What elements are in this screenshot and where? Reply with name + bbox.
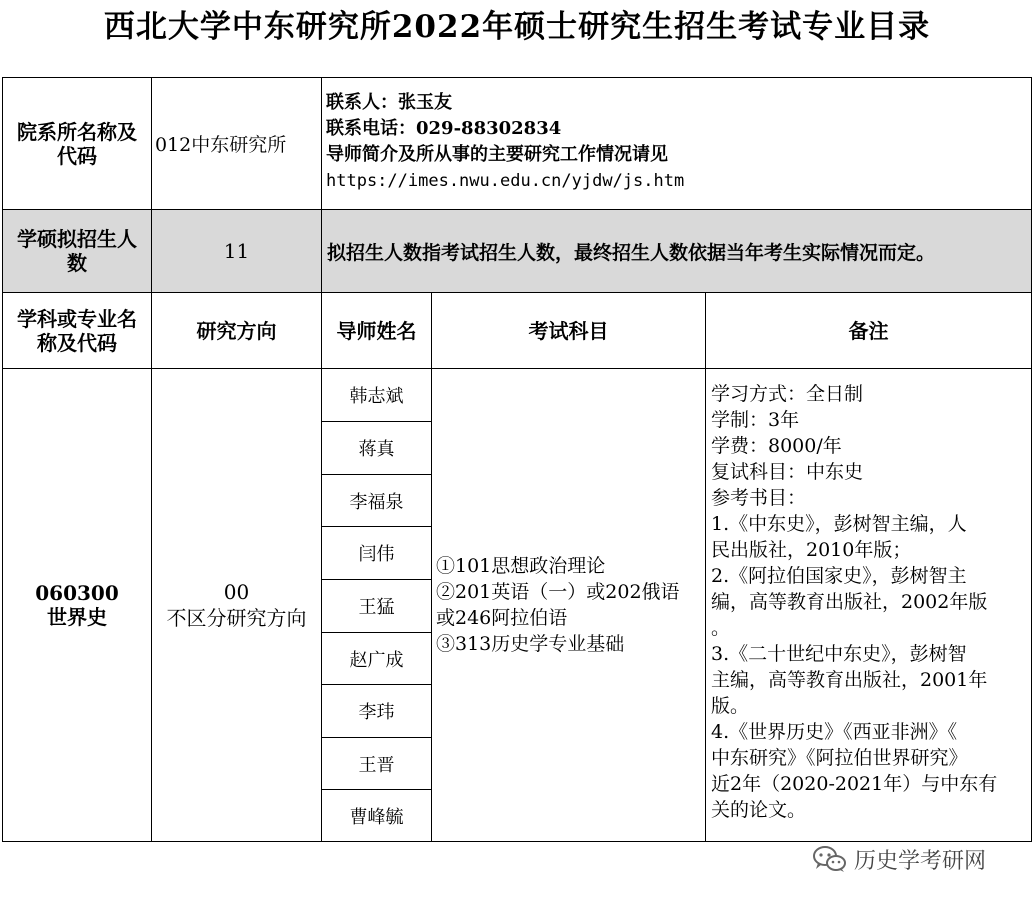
advisor-cell <box>321 684 432 738</box>
remark-line: 学制：3年 <box>711 409 800 431</box>
advisor-name: 蒋真 <box>358 439 395 460</box>
advisor-cell <box>321 526 432 580</box>
col-header-direction-label: 研究方向 <box>196 318 277 343</box>
advisor-name: 王猛 <box>358 597 395 618</box>
quota-note: 拟招生人数指考试招生人数，最终招生人数依据当年考生实际情况而定。 <box>327 241 936 264</box>
quota-note-cell <box>321 209 1032 293</box>
col-header-exam <box>431 292 706 369</box>
remark-line: 编，高等教育出版社，2002年版 <box>711 591 988 613</box>
advisor-intro-link[interactable]: https://imes.nwu.edu.cn/yjdw/js.htm <box>326 171 685 191</box>
advisor-cell <box>321 421 432 475</box>
remark-line: 1.《中东史》，彭树智主编，人 <box>711 513 967 535</box>
advisor-name: 李玮 <box>358 702 395 723</box>
major-name: 世界史 <box>47 605 107 629</box>
quota-value: 11 <box>223 239 250 263</box>
dept-value-cell <box>151 77 322 210</box>
watermark-text: 历史学考研网 <box>854 848 987 874</box>
remark-line: 民出版社，2010年版； <box>711 539 912 561</box>
exam-cell <box>431 368 706 842</box>
remark-line: 3.《二十世纪中东史》，彭树智 <box>711 643 967 665</box>
exam-line: ②201英语（一）或202俄语 <box>436 581 680 603</box>
page-title: 西北大学中东研究所2022年硕士研究生招生考试专业目录 <box>103 9 931 45</box>
major-code: 060300 <box>35 581 119 605</box>
remark-line: 学费：8000/年 <box>711 435 842 457</box>
dept-label-cell <box>2 77 152 210</box>
col-header-direction <box>151 292 322 369</box>
remark-line: 中东研究》《阿拉伯世界研究》 <box>711 747 968 769</box>
advisor-name: 韩志斌 <box>349 386 404 407</box>
col-header-exam-label: 考试科目 <box>528 318 609 343</box>
exam-line: ③313历史学专业基础 <box>436 633 625 655</box>
direction-code: 00 <box>223 580 250 604</box>
remark-line: 关的论文。 <box>711 799 807 821</box>
direction-name: 不区分研究方向 <box>166 606 307 630</box>
major-cell <box>2 368 152 842</box>
remark-line: 2.《阿拉伯国家史》，彭树智主 <box>711 565 967 587</box>
advisor-name: 曹峰毓 <box>349 806 404 828</box>
watermark <box>812 842 986 876</box>
quota-label: 学硕拟招生人数 <box>17 227 137 275</box>
remark-line: 4.《世界历史》《西亚非洲》《 <box>711 721 958 743</box>
advisor-cell <box>321 632 432 685</box>
advisor-cell <box>321 368 432 422</box>
exam-line: 或246阿拉伯语 <box>436 607 568 629</box>
remark-line: 主编，高等教育出版社，2001年 <box>711 669 988 691</box>
remark-line: 学习方式：全日制 <box>711 383 864 405</box>
quota-value-cell <box>151 209 322 293</box>
remark-line: 。 <box>711 617 731 639</box>
remarks-cell <box>705 368 1032 842</box>
exam-line: ①101思想政治理论 <box>436 555 606 577</box>
wechat-icon <box>812 844 848 874</box>
dept-value: 012中东研究所 <box>155 134 287 156</box>
remark-line: 复试科目：中东史 <box>711 461 864 483</box>
contact-cell <box>321 77 1032 210</box>
col-header-advisor-label: 导师姓名 <box>336 318 417 343</box>
col-header-major <box>2 292 152 369</box>
advisor-intro-text: 导师简介及所从事的主要研究工作情况请见 <box>326 144 668 165</box>
remark-line: 近2年（2020-2021年）与中东有 <box>711 773 998 795</box>
quota-label-cell <box>2 209 152 293</box>
advisor-cell <box>321 737 432 790</box>
col-header-remarks <box>705 292 1032 369</box>
col-header-advisor <box>321 292 432 369</box>
col-header-remarks-label: 备注 <box>848 318 889 343</box>
advisor-name: 赵广成 <box>349 649 404 671</box>
contact-phone: 联系电话：029-88302834 <box>326 118 562 139</box>
advisor-name: 闫伟 <box>358 544 395 565</box>
col-header-major-label: 学科或专业名称及代码 <box>17 306 137 355</box>
advisor-cell <box>321 579 432 633</box>
remark-line: 参考书目： <box>711 487 807 509</box>
contact-person: 联系人：张玉友 <box>326 92 452 113</box>
remark-line: 版。 <box>711 695 750 717</box>
dept-label: 院系所名称及代码 <box>17 119 137 168</box>
direction-cell <box>151 368 322 842</box>
advisor-name: 王晋 <box>358 754 395 776</box>
advisor-name: 李福泉 <box>349 491 404 513</box>
advisor-cell <box>321 474 432 527</box>
advisor-cell <box>321 789 432 842</box>
